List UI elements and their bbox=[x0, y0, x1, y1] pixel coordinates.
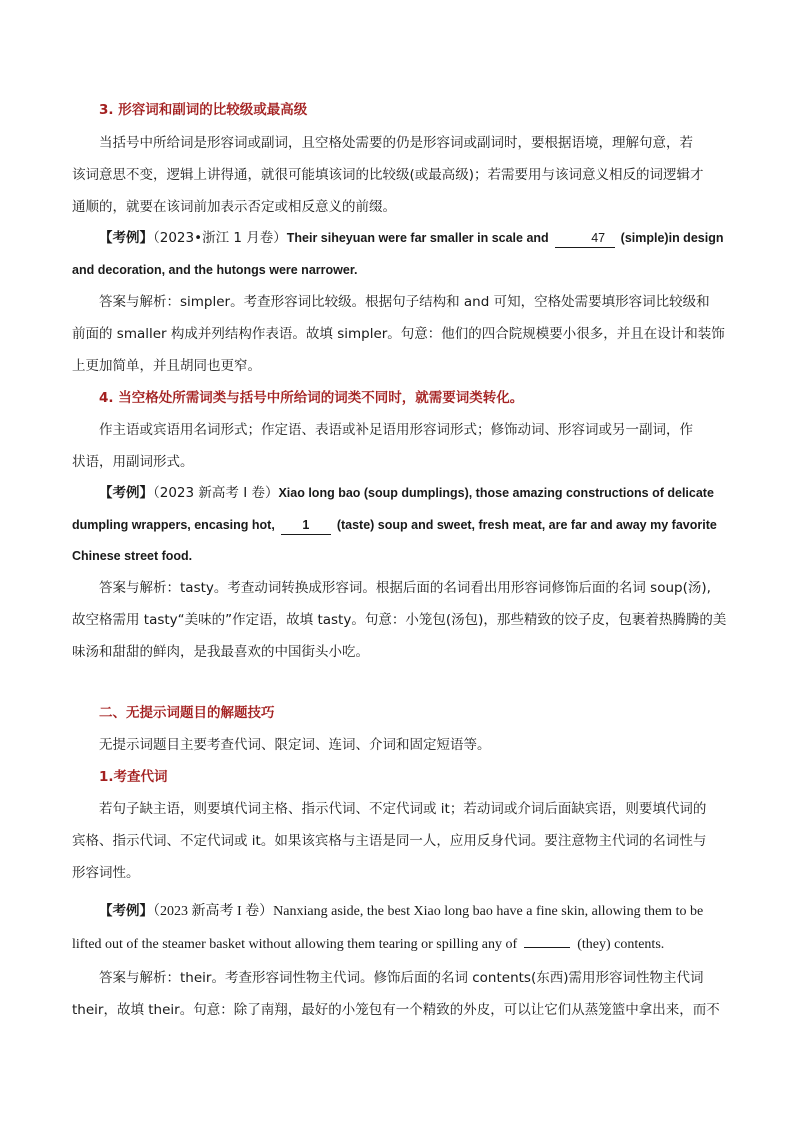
answer-3-line-2: their，故填 their。句意：除了南翔，最好的小笼包有一个精致的外皮，可以让它们从蒸笼篮中拿出来，而不 bbox=[72, 1002, 720, 1018]
section-4-body-line-1: 作主语或宾语用名词形式；作定语、表语或补足语用形容词形式；修饰动词、形容词或另一副词，作 bbox=[99, 422, 693, 438]
section-4-heading: 4. 当空格处所需词类与括号中所给词的词类不同时，就需要词类转化。 bbox=[99, 390, 524, 406]
example-2-line-2 bbox=[72, 509, 722, 541]
part-2-intro: 无提示词题目主要考查代词、限定词、连词、介词和固定短语等。 bbox=[99, 737, 491, 753]
example-sentence: lifted out of the steamer basket without allowing them tearing or spilling any of bbox=[72, 937, 518, 952]
example-sentence: Their siheyuan were far smaller in scale and bbox=[286, 231, 549, 245]
example-1-line-2: and decoration, and the hutongs were narrower. bbox=[72, 263, 358, 277]
answer-blank bbox=[524, 947, 570, 948]
example-3-line-2 bbox=[72, 929, 722, 961]
subsection-1-heading: 1.考查代词 bbox=[99, 769, 168, 785]
answer-blank: 1 bbox=[281, 516, 331, 535]
answer-1-line-2: 前面的 smaller 构成并列结构作表语。故填 simpler。句意：他们的四合院规模要小很多，并且在设计和装饰 bbox=[72, 326, 725, 342]
answer-blank: 47 bbox=[555, 229, 615, 248]
example-3-line-1 bbox=[72, 895, 722, 928]
example-sentence: dumpling wrappers, encasing hot, bbox=[72, 518, 275, 532]
section-3-body-line-1: 当括号中所给词是形容词或副词，且空格处需要的仍是形容词或副词时，要根据语境，理解句意，若 bbox=[99, 135, 693, 151]
section-3-body-line-2: 该词意思不变，逻辑上讲得通，就很可能填该词的比较级(或最高级)；若需要用与该词意义相反的词逻辑才 bbox=[72, 167, 704, 183]
example-source: （2023•浙江 1 月卷） bbox=[153, 230, 287, 246]
example-tag: 【考例】 bbox=[99, 903, 153, 919]
subsection-1-body-line-3: 形容词性。 bbox=[72, 865, 140, 881]
answer-2-line-2: 故空格需用 tasty“美味的”作定语，故填 tasty。句意：小笼包(汤包)，那些精致的饺子皮，包裹着热腾腾的美 bbox=[72, 612, 727, 628]
answer-1-line-3: 上更加简单，并且胡同也更窄。 bbox=[72, 358, 261, 374]
subsection-1-body-line-2: 宾格、指示代词、不定代词或 it。如果该宾格与主语是同一人，应用反身代词。要注意物主代词的名词性与 bbox=[72, 833, 707, 849]
example-sentence: (they) contents. bbox=[577, 937, 665, 952]
example-2-line-1 bbox=[72, 477, 722, 509]
part-2-heading: 二、无提示词题目的解题技巧 bbox=[99, 705, 275, 721]
answer-3-line-1: 答案与解析：their。考查形容词性物主代词。修饰后面的名词 contents(东西)需用形容词性物主代词 bbox=[99, 970, 704, 986]
section-3-body-line-3: 通顺的，就要在该词前加表示否定或相反意义的前缀。 bbox=[72, 199, 396, 215]
example-sentence: (taste) soup and sweet, fresh meat, are far and away my favorite bbox=[336, 518, 717, 532]
answer-1-line-1: 答案与解析：simpler。考查形容词比较级。根据句子结构和 and 可知，空格处需要填形容词比较级和 bbox=[99, 294, 710, 310]
example-tag: 【考例】 bbox=[99, 230, 153, 246]
example-source: （2023 新高考 I 卷） bbox=[153, 904, 274, 919]
example-sentence: Nanxiang aside, the best Xiao long bao have a fine skin, allowing them to be bbox=[273, 904, 704, 919]
answer-2-line-1: 答案与解析：tasty。考查动词转换成形容词。根据后面的名词看出用形容词修饰后面的名词 soup(汤), bbox=[99, 580, 711, 596]
example-source: （2023 新高考 I 卷） bbox=[153, 485, 279, 501]
example-sentence: Xiao long bao (soup dumplings), those amazing constructions of delicate bbox=[278, 486, 714, 500]
section-3-heading: 3. 形容词和副词的比较级或最高级 bbox=[99, 102, 308, 118]
answer-2-line-3: 味汤和甜甜的鲜肉，是我最喜欢的中国街头小吃。 bbox=[72, 644, 369, 660]
section-4-body-line-2: 状语，用副词形式。 bbox=[72, 454, 194, 470]
example-2-line-3: Chinese street food. bbox=[72, 549, 193, 563]
subsection-1-body-line-1: 若句子缺主语，则要填代词主格、指示代词、不定代词或 it；若动词或介词后面缺宾语，则要填代词的 bbox=[99, 801, 707, 817]
example-tag: 【考例】 bbox=[99, 485, 153, 501]
example-sentence: (simple)in design bbox=[620, 231, 724, 245]
example-1-line-1 bbox=[72, 222, 722, 254]
